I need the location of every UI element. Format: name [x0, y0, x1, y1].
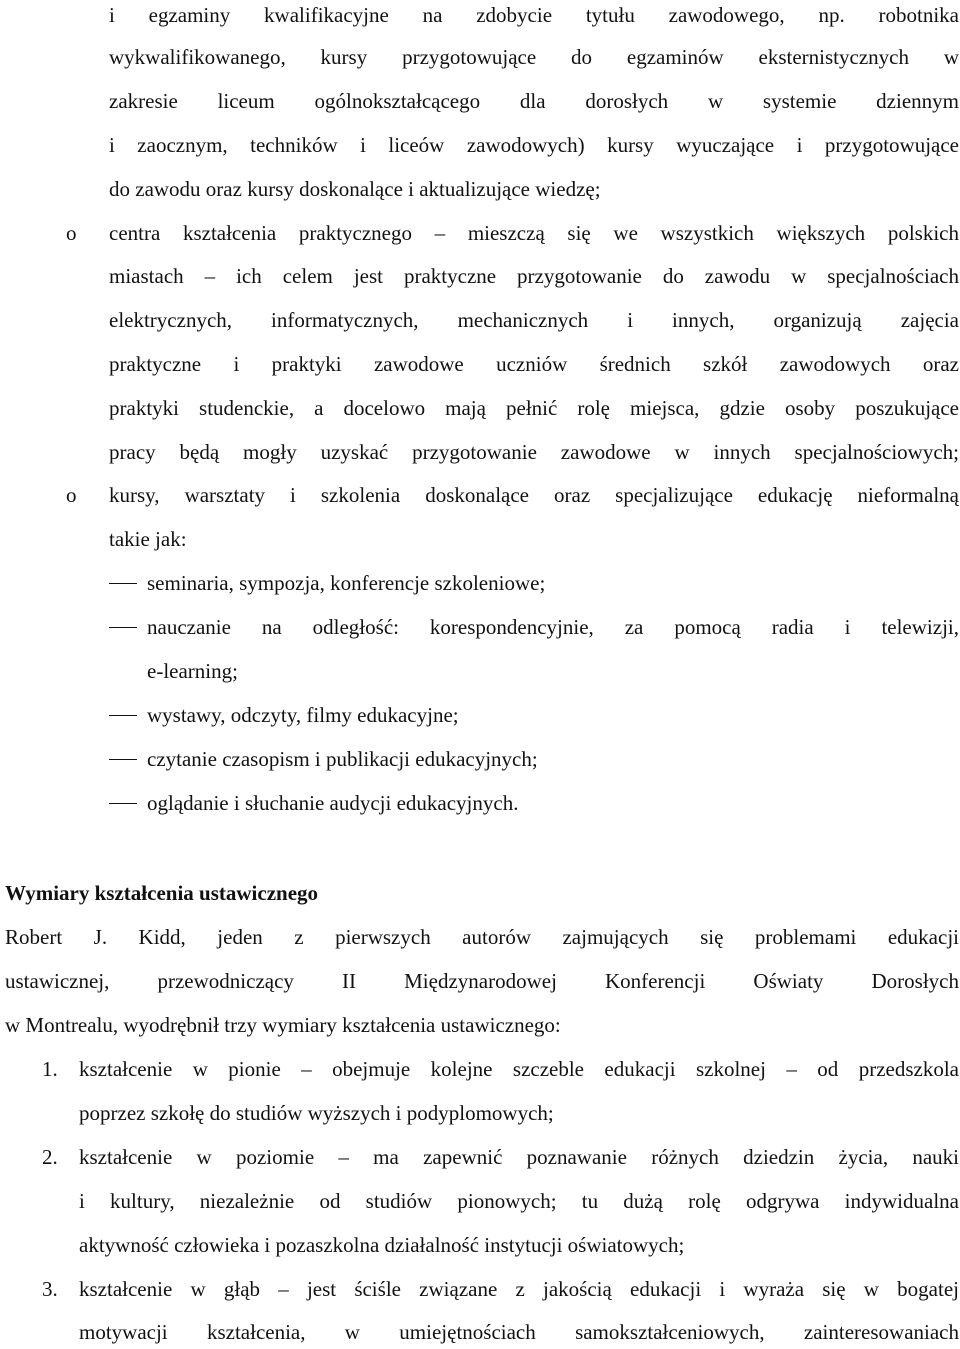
- bullet-marker: o: [66, 483, 77, 507]
- dash-marker: [109, 627, 137, 628]
- text-line: kształcenie w głąb – jest ściśle związane z jakością edukacji i wyraża się w bogatej: [79, 1277, 959, 1301]
- text-line: kształcenie w pionie – obejmuje kolejne szczeble edukacji szkolnej – od przedszkola: [79, 1057, 959, 1081]
- list-item: oglądanie i słuchanie audycji edukacyjnych.: [147, 791, 519, 815]
- list-item: seminaria, sympozja, konferencje szkoleniowe;: [147, 571, 546, 595]
- text-line: elektrycznych, informatycznych, mechanicznych i innych, organizują zajęcia: [109, 308, 959, 332]
- text-line: Robert J. Kidd, jeden z pierwszych autorów zajmujących się problemami edukacji: [5, 925, 959, 949]
- text-line: kształcenie w poziomie – ma zapewnić poznawanie różnych dziedzin życia, nauki: [79, 1145, 959, 1169]
- list-item: czytanie czasopism i publikacji edukacyjnych;: [147, 747, 538, 771]
- text-line: praktyki studenckie, a docelowo mają pełnić rolę miejsca, gdzie osoby poszukujące: [109, 396, 959, 420]
- text-line: i kultury, niezależnie od studiów pionowych; tu dużą rolę odgrywa indywidualna: [79, 1189, 959, 1213]
- list-number: 1.: [42, 1057, 58, 1081]
- text-line: i egzaminy kwalifikacyjne na zdobycie tytułu zawodowego, np. robotnika: [109, 3, 959, 27]
- text-line: zakresie liceum ogólnokształcącego dla dorosłych w systemie dziennym: [109, 89, 959, 113]
- text-line: praktyczne i praktyki zawodowe uczniów średnich szkół zawodowych oraz: [109, 352, 959, 376]
- text-line: aktywność człowieka i pozaszkolna działalność instytucji oświatowych;: [79, 1233, 685, 1257]
- text-line: i zaocznym, techników i liceów zawodowych) kursy wyuczające i przygotowujące: [109, 133, 959, 157]
- dash-marker: [109, 803, 137, 804]
- text-line: ustawicznej, przewodniczący II Międzynarodowej Konferencji Oświaty Dorosłych: [5, 969, 959, 993]
- text-line: miastach – ich celem jest praktyczne przygotowanie do zawodu w specjalnościach: [109, 264, 959, 288]
- text-line: pracy będą mogły uzyskać przygotowanie zawodowe w innych specjalnościowych;: [109, 440, 959, 464]
- section-heading: Wymiary kształcenia ustawicznego: [5, 881, 319, 905]
- text-line: wykwalifikowanego, kursy przygotowujące do egzaminów eksternistycznych w: [109, 45, 959, 69]
- list-number: 2.: [42, 1145, 58, 1169]
- list-item: nauczanie na odległość: korespondencyjnie, za pomocą radia i telewizji,: [147, 615, 959, 639]
- text-line: poprzez szkołę do studiów wyższych i podyplomowych;: [79, 1101, 554, 1125]
- text-line: centra kształcenia praktycznego – mieszczą się we wszystkich większych polskich: [109, 221, 959, 245]
- text-line: takie jak:: [109, 527, 187, 551]
- list-item: wystawy, odczyty, filmy edukacyjne;: [147, 703, 459, 727]
- list-number: 3.: [42, 1277, 58, 1301]
- dash-marker: [109, 583, 137, 584]
- dash-marker: [109, 715, 137, 716]
- text-line: do zawodu oraz kursy doskonalące i aktualizujące wiedzę;: [109, 177, 601, 201]
- text-line: motywacji kształcenia, w umiejętnościach samokształceniowych, zainteresowaniach: [79, 1320, 959, 1344]
- text-line: w Montrealu, wyodrębnił trzy wymiary kształcenia ustawicznego:: [5, 1013, 561, 1037]
- list-item-continuation: e-learning;: [147, 659, 238, 683]
- text-line: kursy, warsztaty i szkolenia doskonalące oraz specjalizujące edukację nieformalną: [109, 483, 959, 507]
- dash-marker: [109, 759, 137, 760]
- bullet-marker: o: [66, 221, 77, 245]
